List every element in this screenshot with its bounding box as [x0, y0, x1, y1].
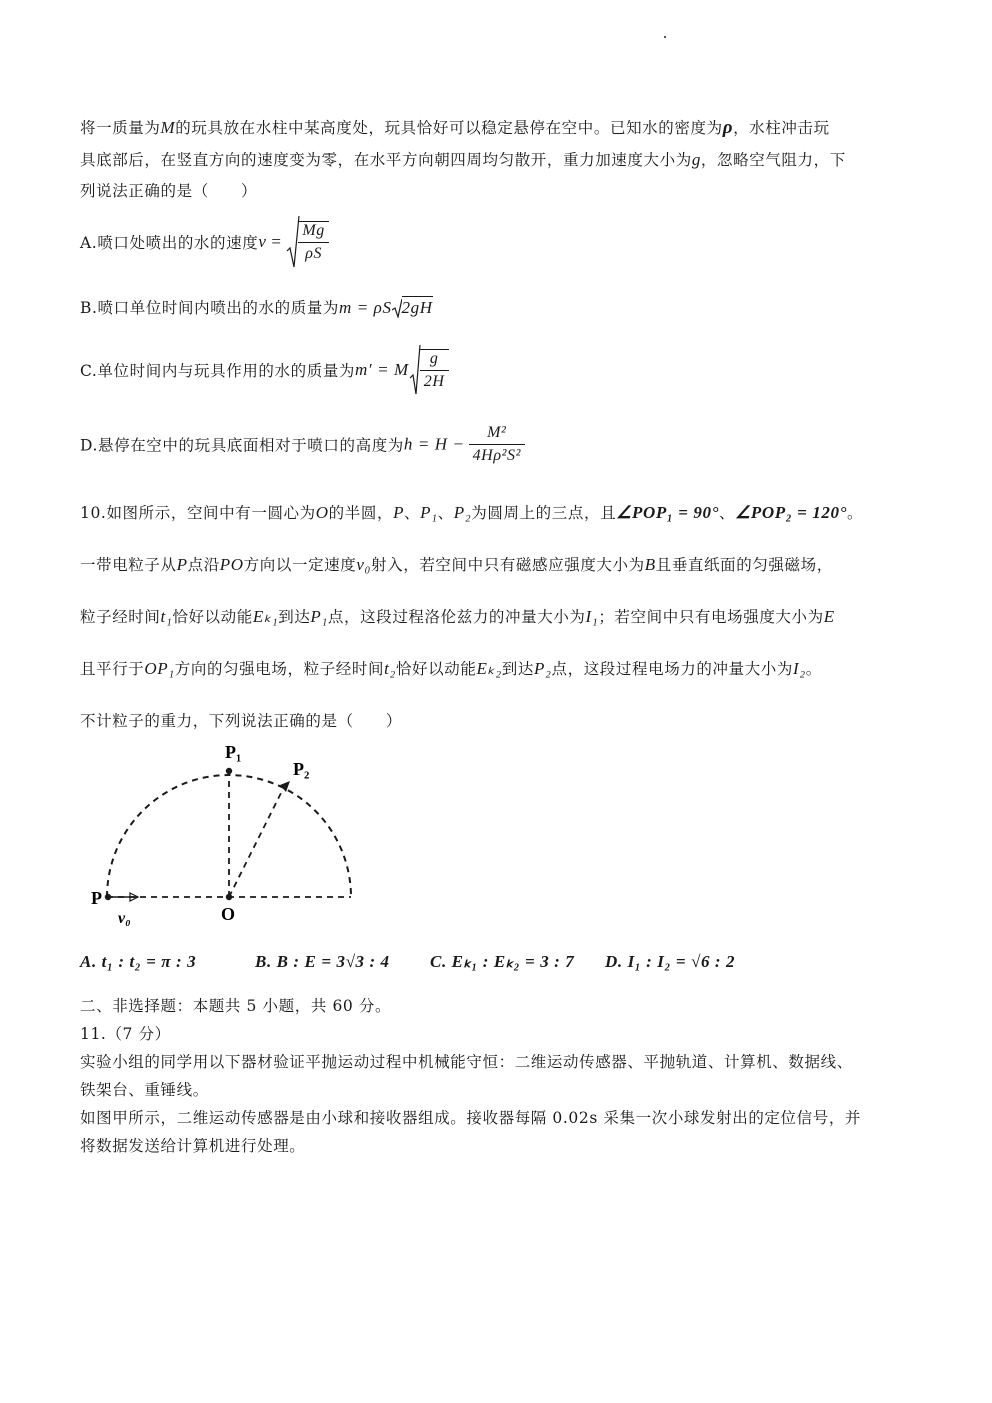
- label-p2: P₂: [293, 759, 310, 779]
- label-p1: P₁: [225, 742, 242, 762]
- q11-para-1: 实验小组的同学用以下器材验证平抛运动过程中机械能守恒：二维运动传感器、平抛轨道、计算机、数据线、: [80, 1053, 853, 1071]
- q10-option-a: A. t₁ : t₂ = π : 3: [80, 952, 197, 971]
- line-o-p2: [229, 785, 285, 897]
- label-p: P: [91, 888, 102, 908]
- q10-line-4: 且平行于OP₁方向的匀强电场，粒子经时间t₂恰好以动能Eₖ₂到达P₂点，这段过程电场力的冲量大小为I₂。: [80, 659, 822, 678]
- sqrt-symbol: [392, 299, 402, 317]
- point-p: [105, 894, 111, 900]
- q11-para-1b: 铁架台、重锤线。: [80, 1081, 209, 1099]
- q9-stem: [80, 112, 914, 207]
- q9-line-1: 将一质量为M的玩具放在水柱中某高度处，玩具恰好可以稳定悬停在空中。已知水的密度为ρ，水柱冲击玩: [80, 117, 830, 138]
- point-p1: [226, 768, 232, 774]
- q10-option-d: D. I₁ : I₂ = √6 : 2: [605, 952, 736, 971]
- q10-line-1: 10.如图所示，空间中有一圆心为O的半圆，P、P₁、P₂为圆周上的三点，且∠POP₁ = 90°、∠POP₂ = 120°。: [80, 503, 864, 522]
- scan-dot: [664, 36, 666, 38]
- q9-option-a: A.喷口处喷出的水的速度v = $\frac{Mg}{\rho S}$: [80, 215, 914, 269]
- section-2-heading: 二、非选择题：本题共 5 小题，共 60 分。: [80, 997, 392, 1015]
- q10-line-5: 不计粒子的重力，下列说法正确的是（ ）: [80, 712, 403, 730]
- point-o: [226, 894, 232, 900]
- q9-option-d: D.悬停在空中的玩具底面相对于喷口的高度为h = H − $\frac{\text{M²}}{\text{4Hρ²S²}}$: [80, 424, 914, 465]
- q11-para-2b: 将数据发送给计算机进行处理。: [80, 1137, 306, 1155]
- q11-heading: 11.（7 分）: [80, 1025, 171, 1043]
- label-v0: v₀: [118, 910, 131, 927]
- q9-option-c: C.单位时间内与玩具作用的水的质量为m′ = M $\frac{g}{2H}$: [80, 344, 914, 396]
- q10-stem: [80, 500, 914, 738]
- q9-line-3: 列说法正确的是（ ）: [80, 182, 258, 200]
- q9-line-2: 具底部后，在竖直方向的速度变为零，在水平方向朝四周均匀散开，重力加速度大小为g，忽略空气阻力，下: [80, 150, 846, 169]
- fraction: $\frac{Mg}{\rho S}$: [298, 221, 329, 263]
- section-2: [80, 992, 914, 1160]
- q10-line-3: 粒子经时间t₁恰好以动能Eₖ₁到达P₁点，这段过程洛伦兹力的冲量大小为I₁；若空间中只有电场强度大小为E: [80, 607, 835, 626]
- q10-option-b: B. B : E = 3√3 : 4: [255, 952, 390, 971]
- fraction: $\frac{\text{M²}}{\text{4Hρ²S²}}$: [469, 424, 525, 465]
- q10-option-c: C. Eₖ₁ : Eₖ₂ = 3 : 7: [430, 952, 575, 971]
- label-o: O: [221, 904, 236, 924]
- semicircle-figure: [80, 738, 380, 928]
- q11-para-2: 如图甲所示，二维运动传感器是由小球和接收器组成。接收器每隔 0.02s 采集一次小球发射出的定位信号，并: [80, 1109, 862, 1127]
- q9-option-b: B.喷口单位时间内喷出的水的质量为m = ρS 2gH: [80, 298, 433, 317]
- fraction: $\frac{g}{2H}$: [420, 349, 449, 391]
- q10-line-2: 一带电粒子从P点沿PO方向以一定速度v₀射入，若空间中只有磁感应强度大小为B且垂直纸面的匀强磁场，: [80, 555, 833, 574]
